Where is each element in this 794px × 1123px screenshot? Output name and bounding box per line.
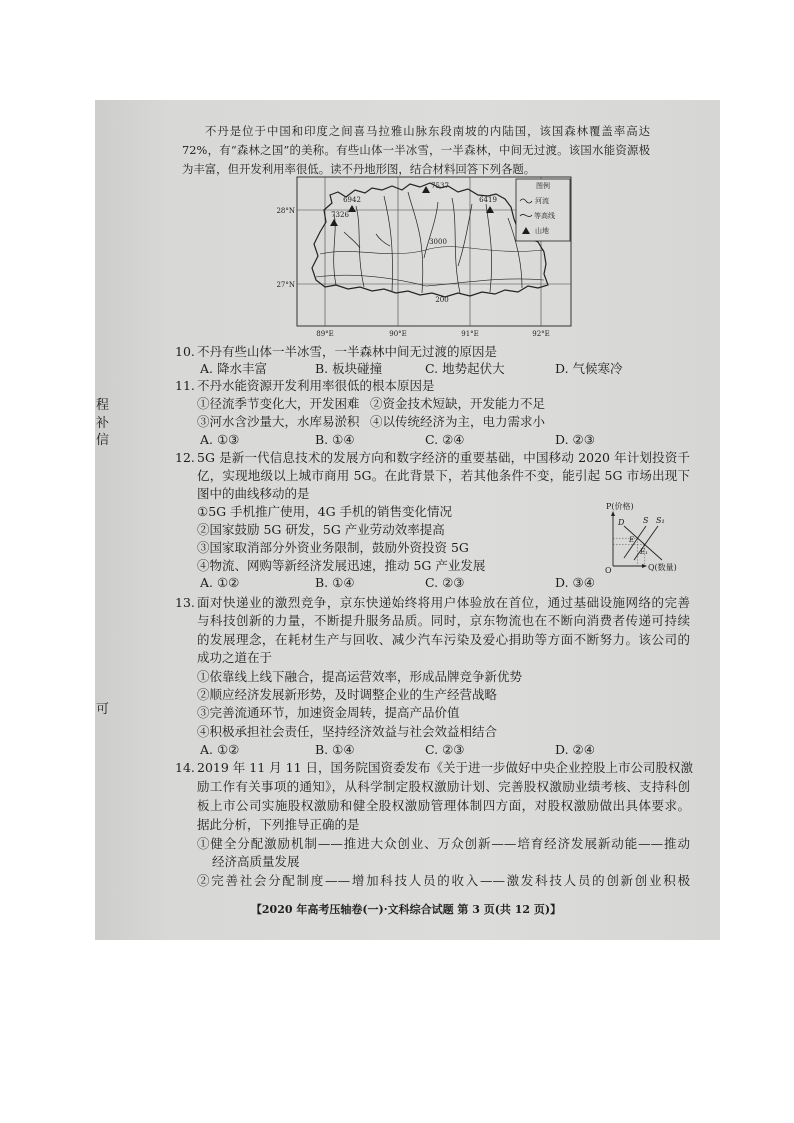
q13-item: ①依靠线上线下融合，提高运营效率，形成品牌竞争新优势 <box>197 669 523 684</box>
side-margin-char: 可 <box>96 702 110 717</box>
q14-item-continuation: 经济高质量发展 <box>212 854 300 869</box>
q12-item: ④物流、网购等新经济发展迅速，推动 5G 产业发展 <box>197 558 486 573</box>
supply-label: S <box>643 516 649 525</box>
q14-number: 14. <box>175 760 195 775</box>
q12-option-d: D. ③④ <box>555 575 595 590</box>
price-axis-arrow <box>611 511 615 516</box>
legend-mountain-label: 山地 <box>535 227 549 235</box>
page-footer: 【2020 年高考压轴卷(一)·文科综合试题 第 3 页(共 12 页)】 <box>250 903 562 916</box>
q13-stem-line: 成功之道在于 <box>197 650 273 665</box>
contour-line-3000 <box>320 247 544 254</box>
side-margin-char: 补 <box>96 416 110 431</box>
q10-option-d: D. 气候寒冷 <box>555 361 623 376</box>
q11-option-b: B. ①④ <box>315 432 355 447</box>
supply-demand-graph <box>598 500 694 578</box>
lon-label: 91°E <box>461 330 479 338</box>
contour-line-200 <box>316 275 544 286</box>
elevation-label: 6419 <box>479 196 497 204</box>
mountain-icon <box>348 205 356 212</box>
intro-line: 不丹是位于中国和印度之间喜马拉雅山脉东段南坡的内陆国，该国森林覆盖率高达 <box>205 124 650 138</box>
q12-option-b: B. ①④ <box>315 575 355 590</box>
legend-contour-label: 等高线 <box>534 212 555 220</box>
equilibrium-shifted-label: E₁ <box>640 548 648 556</box>
mountain-icon <box>486 206 494 213</box>
legend-river-label: 河流 <box>535 197 549 205</box>
mountain-icon <box>422 186 430 193</box>
q14-item: ②完善社会分配制度——增加科技人员的收入——激发科技人员的创新创业积极 <box>197 873 690 888</box>
river <box>344 232 360 248</box>
q11-item: ①径流季节变化大，开发困难 <box>197 396 360 411</box>
q13-item: ④积极承担社会责任，坚持经济效益与社会效益相结合 <box>197 724 498 739</box>
river <box>452 198 460 293</box>
q14-item: ①健全分配激励机制——推进大众创业、万众创新——培育经济发展新动能——推动 <box>197 836 690 851</box>
lon-label: 92°E <box>532 330 550 338</box>
lon-label: 89°E <box>316 330 334 338</box>
q12-item: ③国家取消部分外资业务限制，鼓励外资投资 5G <box>197 540 469 555</box>
legend-title: 图例 <box>536 182 550 190</box>
river <box>424 202 438 258</box>
q13-stem-line: 与科技创新的力量，不断提升服务品质。同时，京东物流也在不断向消费者传递可持续 <box>197 613 690 628</box>
intro-line: 为丰富，但开发利用率很低。读不丹地形图，结合材料回答下列各题。 <box>182 162 536 176</box>
q11-option-a: A. ①③ <box>200 432 240 447</box>
intro-line: 72%，有“森林之国”的美称。有些山体一半冰雪，一半森林，中间无过渡。该国水能资源极 <box>182 143 650 157</box>
q12-option-c: C. ②③ <box>425 575 465 590</box>
q12-stem-line: 亿，实现地级以上城市商用 5G。在此背景下，若其他条件不变，能引起 5G 市场出现下 <box>197 468 690 483</box>
q11-option-d: D. ②③ <box>555 432 595 447</box>
origin-label: O <box>605 566 612 575</box>
q13-stem-line: 面对快递业的激烈竞争，京东快递始终将用户体验放在首位，通过基础设施网络的完善 <box>197 595 690 610</box>
q13-stem-line: 的发展理念，在耗材生产与回收、减少汽车污染及爱心捐助等方面不断努力。该公司的 <box>197 632 690 647</box>
river <box>486 204 492 292</box>
q12-item: ②国家鼓励 5G 研发，5G 产业劳动效率提高 <box>197 522 445 537</box>
elevation-label: 3000 <box>429 238 447 246</box>
q12-stem-line: 图中的曲线移动的是 <box>197 486 310 501</box>
q14-stem-line: 板上市公司实施股权激励和健全股权激励管理体制四方面，对股权激励做出具体要求。 <box>197 798 690 813</box>
lon-label: 90°E <box>389 330 407 338</box>
side-margin-char: 程 <box>96 398 110 413</box>
q13-item: ③完善流通环节，加速资金周转，提高产品价值 <box>197 705 460 720</box>
lat-label: 27°N <box>276 281 295 289</box>
q10-number: 10. <box>175 344 195 359</box>
lat-label: 28°N <box>276 207 295 215</box>
q11-stem-line: 不丹水能资源开发利用率很低的根本原因是 <box>197 378 435 393</box>
q11-number: 11. <box>175 378 195 393</box>
quantity-axis-arrow <box>642 564 647 568</box>
q11-item: ④以传统经济为主，电力需求小 <box>370 414 546 429</box>
q10-option-a: A. 降水丰富 <box>200 361 267 376</box>
q14-stem-line: 据此分析，下列推导正确的是 <box>197 817 360 832</box>
q10-stem-line: 不丹有些山体一半冰雪，一半森林中间无过渡的原因是 <box>197 344 498 359</box>
river <box>384 196 393 292</box>
river <box>356 206 364 287</box>
q10-option-b: B. 板块碰撞 <box>315 361 383 376</box>
q13-number: 13. <box>175 595 195 610</box>
q13-option-c: C. ②③ <box>425 742 465 757</box>
q11-option-c: C. ②④ <box>425 432 465 447</box>
mountain-icon <box>330 219 338 226</box>
equilibrium-label: E <box>629 536 635 544</box>
elevation-label: 7537 <box>431 182 449 190</box>
q13-option-b: B. ①④ <box>315 742 355 757</box>
q14-stem-line: 励工作有关事项的通知》，从科学制定股权激励计划、完善股权激励业绩考核、支持科创 <box>197 779 690 794</box>
elevation-label: 7326 <box>331 211 349 219</box>
q12-item: ①5G 手机推广使用，4G 手机的销售变化情况 <box>197 504 453 519</box>
q12-option-a: A. ①② <box>200 575 240 590</box>
elevation-label: 200 <box>435 296 449 304</box>
price-axis-label: P(价格) <box>606 502 634 511</box>
river <box>376 234 390 246</box>
q12-number: 12. <box>175 450 195 465</box>
q13-option-a: A. ①② <box>200 742 240 757</box>
elevation-label: 6942 <box>343 196 361 204</box>
q14-stem-line: 2019 年 11 月 11 日，国务院国资委发布《关于进一步做好中央企业控股上市公司股权激 <box>197 760 693 775</box>
q13-item: ②顺应经济发展新形势，及时调整企业的生产经营战略 <box>197 687 498 702</box>
bhutan-terrain-map <box>276 174 576 342</box>
q11-item: ②资金技术短缺，开发能力不足 <box>370 396 546 411</box>
demand-label: D <box>618 518 625 527</box>
q10-option-c: C. 地势起伏大 <box>425 361 505 376</box>
q13-option-d: D. ②④ <box>555 742 595 757</box>
quantity-axis-label: Q(数量) <box>648 563 677 572</box>
side-margin-char: 信 <box>96 433 110 448</box>
river <box>408 192 423 293</box>
q11-item: ③河水含沙量大，水库易淤积 <box>197 414 360 429</box>
supply-shifted-label: S₁ <box>656 516 665 525</box>
q12-stem-line: 5G 是新一代信息技术的发展方向和数字经济的重要基础，中国移动 2020 年计划投资千 <box>197 450 690 465</box>
